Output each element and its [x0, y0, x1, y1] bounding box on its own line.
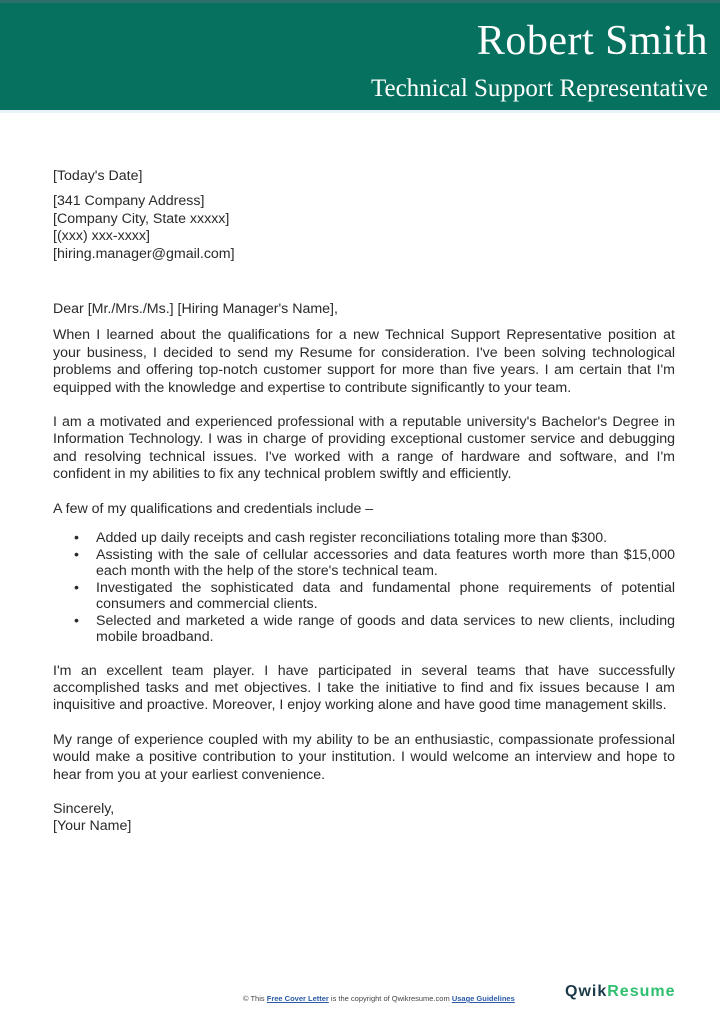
qualification-text: Added up daily receipts and cash register reconciliations totaling more than $300. — [96, 530, 608, 547]
list-item — [74, 546, 675, 580]
letter-date: [Today's Date] — [53, 168, 143, 184]
bullet-icon: • — [74, 530, 79, 547]
header-divider — [0, 110, 720, 113]
applicant-job-title: Technical Support Representative — [370, 75, 708, 102]
usage-guidelines-link[interactable]: Usage Guidelines — [451, 994, 515, 1003]
bullet-icon: • — [74, 579, 79, 596]
logo-main-text: Qwik — [565, 983, 608, 1000]
logo-accent-text: Resume — [607, 983, 676, 1000]
address-line-email: [hiring.manager@gmail.com] — [53, 245, 235, 262]
address-line-city: [Company City, State xxxxx] — [53, 210, 230, 227]
qualification-text: Assisting with the sale of cellular accessories and data features worth more than $15,000 each month with the help of the store's technical team. — [96, 546, 675, 580]
bullet-icon: • — [74, 612, 79, 629]
recipient-address — [53, 193, 675, 263]
qualification-text: Investigated the sophisticated data and fundamental phone requirements of potential consumers and commercial clients. — [96, 579, 675, 613]
applicant-name: Robert Smith — [476, 18, 708, 64]
qualification-text: Selected and marketed a wide range of goods and data services to new clients, including mobile broadband. — [96, 612, 675, 646]
free-cover-letter-link[interactable]: Free Cover Letter — [266, 994, 329, 1003]
list-item — [74, 530, 675, 547]
qwikresume-logo — [565, 983, 675, 1001]
list-item — [74, 579, 675, 613]
salutation: Dear [Mr./Mrs./Ms.] [Hiring Manager's Name], — [53, 301, 338, 318]
footer-middle: is the copyright of Qwikresume.com — [328, 994, 452, 1003]
signature-block — [53, 801, 675, 836]
paragraph-teamwork: I'm an excellent team player. I have participated in several teams that have successfully accomplished tasks and met objectives. I take the initiative to find and fix issues because I am inquisitive and proactive. Moreover, I enjoy working alone and have good time management skills. — [53, 662, 675, 714]
paragraph-intro: When I learned about the qualifications for a new Technical Support Representative position at your business, I decided to send my Resume for consideration. I've been solving technological problems and offering top-notch customer support for more than five years. I am certain that I'm equipped with the knowledge and expertise to contribute significantly to your team. — [53, 327, 675, 396]
letter-body — [53, 168, 675, 836]
signature-name: [Your Name] — [53, 818, 132, 835]
footer-prefix: © This — [243, 994, 267, 1003]
list-item — [74, 612, 675, 646]
paragraph-background: I am a motivated and experienced professional with a reputable university's Bachelor's Degree in Information Technology. I was in charge of providing exceptional customer service and debugging and resolving technical issues. I've worked with a range of hardware and software, and I'm confident in my abilities to fix any technical problem swiftly and efficiently. — [53, 414, 675, 483]
letter-header — [0, 0, 720, 110]
qualifications-list — [53, 530, 675, 646]
copyright-footer — [243, 994, 515, 1003]
signoff: Sincerely, — [53, 801, 115, 818]
qualifications-intro: A few of my qualifications and credentials include – — [53, 500, 374, 517]
bullet-icon: • — [74, 546, 79, 563]
address-line-phone: [(xxx) xxx-xxxx] — [53, 228, 150, 245]
address-line-street: [341 Company Address] — [53, 193, 205, 210]
paragraph-closing: My range of experience coupled with my ability to be an enthusiastic, compassionate professional would make a positive contribution to your institution. I would welcome an interview and hope to hear from you at your earliest convenience. — [53, 731, 675, 783]
